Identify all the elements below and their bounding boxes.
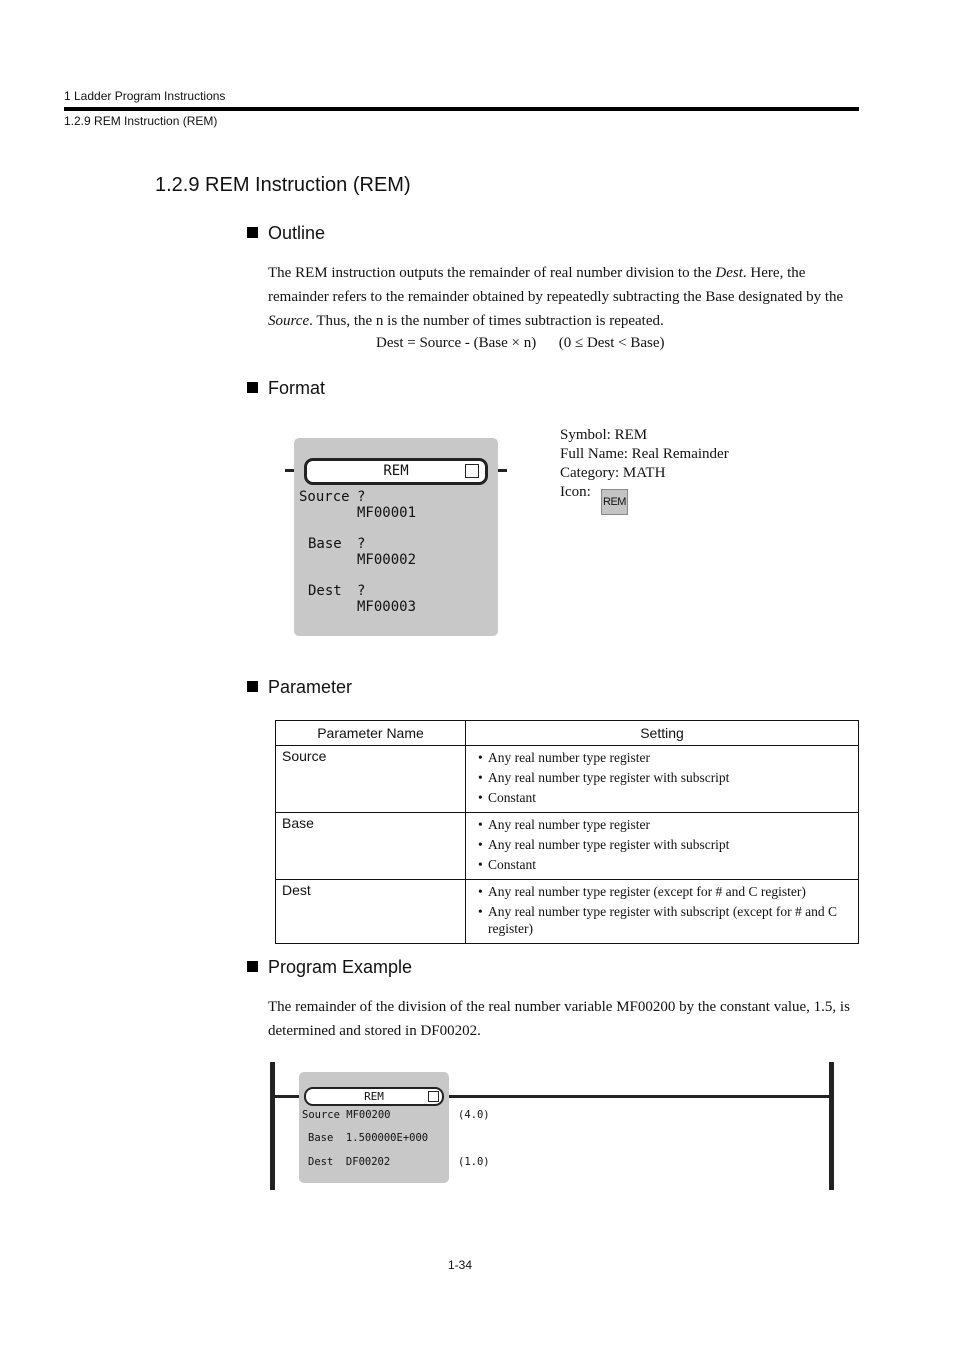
program-base-line[interactable]: Base 1.500000E+000 [308,1132,429,1144]
info-icon-label: Icon: [560,484,591,500]
dest-label: Dest [308,583,342,599]
list-item: • Any real number type register [478,817,650,832]
info-symbol: Symbol: REM [560,427,648,443]
list-item: • Any real number type register with subscript [478,770,730,785]
param-setting [466,813,859,880]
program-block-title-bar [304,1087,444,1106]
base-comment: ? [357,536,366,552]
left-power-rail [270,1062,275,1190]
format-heading: Format [247,378,325,399]
page-number: 1-34 [448,1258,473,1272]
parameter-heading: Parameter [247,677,352,698]
info-category: Category: MATH [560,465,666,481]
list-item: • Constant [478,790,537,805]
list-item: • Constant [478,857,537,872]
block-title: REM [383,463,409,479]
table-row [276,813,859,880]
block-title-bar [304,458,488,485]
table-header-row [276,721,859,746]
program-example-heading: Program Example [247,957,412,978]
param-name: Dest [276,880,466,944]
right-power-rail [829,1062,834,1190]
header-rule [64,107,859,111]
program-example-paragraph: The remainder of the division of the real number variable MF00200 by the constant value, 1.5, is determined and stored in DF00202. [268,999,850,1039]
list-item: • Any real number type register with subscript [478,837,730,852]
param-name: Base [276,813,466,880]
column-header-name: Parameter Name [276,721,466,746]
base-label: Base [308,536,342,552]
block-expand-icon[interactable] [428,1091,439,1102]
dest-current-value: (1.0) [458,1156,490,1168]
base-register: MF00002 [357,552,417,568]
table-row [276,746,859,813]
dest-register: MF00003 [357,599,417,615]
param-setting [466,880,859,944]
list-item: • Any real number type register with subscript (except for # and C register) [478,904,838,936]
square-bullet-icon [247,382,258,393]
running-header-chapter: 1 Ladder Program Instructions [64,89,226,103]
outline-paragraph: The REM instruction outputs the remainder of real number division to the Dest. Here, the remainder refers to the remainder obtained by repeatedly subtracting the Base designated by the Source. Thus, the n is the number of times subtraction is repeated. [268,265,844,329]
info-full-name: Full Name: Real Remainder [560,446,729,462]
source-current-value: (4.0) [458,1109,490,1121]
square-bullet-icon [247,681,258,692]
table-row [276,880,859,944]
param-setting [466,746,859,813]
list-item: • Any real number type register [478,750,650,765]
rem-icon[interactable]: REM [601,489,628,515]
dest-comment: ? [357,583,366,599]
outline-heading: Outline [247,223,325,244]
source-label: Source [299,489,350,505]
block-expand-icon[interactable] [465,464,479,478]
square-bullet-icon [247,961,258,972]
source-comment: ? [357,489,366,505]
remainder-equation: Dest = Source - (Base × n) (0 ≤ Dest < Base) [376,335,665,351]
parameter-table [275,720,859,944]
param-name: Source [276,746,466,813]
running-header-section: 1.2.9 REM Instruction (REM) [64,114,218,128]
rem-instruction-block[interactable] [294,438,498,636]
column-header-setting: Setting [466,721,859,746]
square-bullet-icon [247,227,258,238]
list-item: • Any real number type register (except for # and C register) [478,884,806,899]
program-dest-line[interactable]: Dest DF00202 [308,1156,391,1168]
program-block-title: REM [364,1090,384,1103]
instruction-info [560,426,729,502]
program-source-line[interactable]: Source MF00200 [302,1109,391,1121]
source-register: MF00001 [357,505,417,521]
section-title: 1.2.9 REM Instruction (REM) [155,174,411,196]
rem-program-block[interactable] [299,1072,449,1183]
